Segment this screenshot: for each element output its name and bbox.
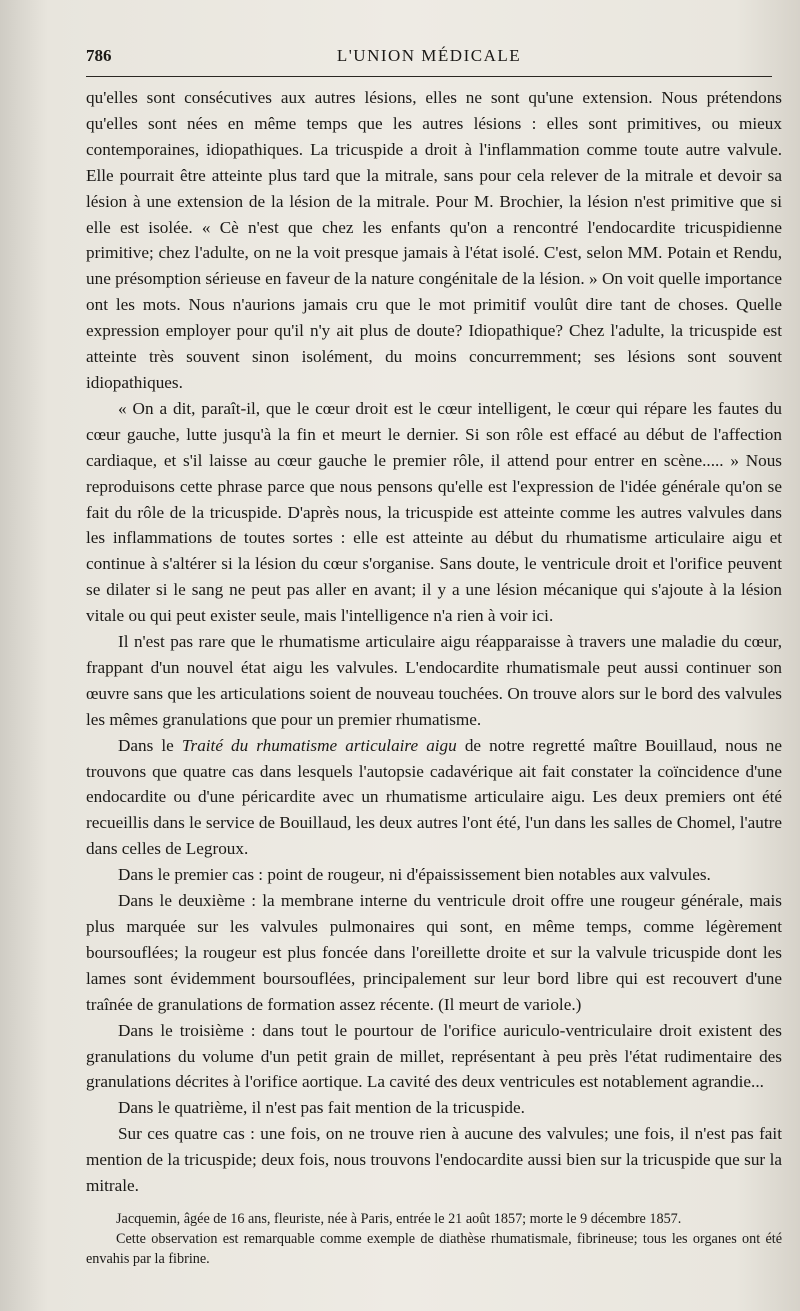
paragraph: Sur ces quatre cas : une fois, on ne trouve rien à aucune des valvules; une fois, il n'est pas fait mention de la tricuspide; deux fois, nous trouvons l'endocardite aussi bien sur la tricuspide que sur la mitrale. (86, 1124, 782, 1196)
paragraph: Dans le quatrième, il n'est pas fait mention de la tricuspide. (118, 1098, 525, 1118)
footnote: Jacquemin, âgée de 16 ans, fleuriste, née à Paris, entrée le 21 août 1857; morte le 9 décembre 1857. (116, 1210, 682, 1227)
paragraph: qu'elles sont consécutives aux autres lésions, elles ne sont qu'une extension. Nous prétendons qu'elles sont nées en même temps que les autres lésions : elles sont primitives, ou mieux contemporaines, idiopathiques. La tricuspide a droit à l'inflammation comme toute autre valvule. Elle pourrait être atteinte plus tard que la mitrale, sans pour cela relever de la mitrale et devoir sa lésion à une extension de la lésion de la mitrale. Pour M. Brochier, la lésion n'est primitive que si elle est isolée. « Cè n'est que chez les enfants qu'on a rencontré l'endocardite tricuspidienne primitive; chez l'adulte, on ne la voit presque jamais à l'état isolé. C'est, selon MM. Potain et Rendu, une présomption sérieuse en faveur de la nature congénitale de la lésion. » On voit quelle importance ont les mots. Nous n'aurions jamais cru que le mot primitif voulût dire tant de choses. Quelle expression employer pour qu'il n'y ait plus de doute? Idiopathique? Chez l'adulte, la tricuspide est atteinte très souvent sinon isolément, du moins concurremment; ses lésions sont souvent idiopathiques. (86, 88, 782, 392)
paragraph (86, 733, 782, 863)
running-title: L'UNION MÉDICALE (336, 46, 522, 65)
page-number: 786 (86, 46, 112, 65)
paragraph: Dans le deuxième : la membrane interne du ventricule droit offre une rougeur générale, mais plus marquée sur les valvules pulmonaires qui sont, en même temps, comme légèrement boursouflées; la rougeur est plus foncée dans l'oreillette droite et sur la valvule tricuspide dont les lames sont évidemment boursouflées, principalement sur leur bord libre qui est recouvert d'une traînée de granulations de formation assez récente. (Il meurt de variole.) (86, 891, 782, 1014)
page-header (86, 40, 772, 77)
paragraph-prefix: Dans le (118, 735, 182, 755)
footnote: Cette observation est remarquable comme exemple de diathèse rhumatismale, fibrineuse; tous les organes ont été envahis par la fibrine. (86, 1230, 782, 1267)
paragraph: « On a dit, paraît-il, que le cœur droit est le cœur intelligent, le cœur qui répare les fautes du cœur gauche, lutte jusqu'à la fin et meurt le dernier. Si son rôle est effacé au début de l'affection cardiaque, et s'il laisse au cœur gauche le premier rôle, il attend pour entrer en scène..... » Nous reproduisons cette phrase parce que nous pensons qu'elle est l'expression de l'idée générale qu'on se fait du rôle de la tricuspide. D'après nous, la tricuspide est atteinte comme les autres valvules dans les inflammations de toutes sortes : elle est atteinte au début du rhumatisme articulaire aigu et continue à s'altérer si la lésion du cœur s'organise. Sans doute, le ventricule droit et l'orifice peuvent se dilater si le sang ne peut pas aller en avant; il y a une lésion mécanique qui s'ajoute à la lésion vitale ou qui peut exister seule, mais l'intelligence n'a rien à voir ici. (86, 398, 782, 626)
paragraph: Dans le troisième : dans tout le pourtour de l'orifice auriculo-ventriculaire droit existent des granulations du volume d'un petit grain de millet, représentant à peu près l'état rudimentaire des granulations décrites à l'orifice aortique. La cavité des deux ventricules est notablement agrandie... (86, 1020, 782, 1092)
body-text (86, 85, 782, 1199)
paragraph: Il n'est pas rare que le rhumatisme articulaire aigu réapparaisse à travers une maladie du cœur, frappant d'un nouvel état aigu les valvules. L'endocardite rhumatismale peut aussi continuer son œuvre sans que les articulations soient de nouveau touchées. On trouve alors sur le bord des valvules les mêmes granulations que pour un premier rhumatisme. (86, 632, 782, 729)
paragraph: Dans le premier cas : point de rougeur, ni d'épaississement bien notables aux valvules. (118, 865, 711, 885)
footnotes (86, 1209, 782, 1269)
book-title: Traité du rhumatisme articulaire aigu (181, 735, 457, 755)
paragraph-rest: de notre regretté maître Bouillaud, nous ne trouvons que quatre cas dans lesquels l'autopsie cadavérique ait fait constater la coïncidence d'une endocardite ou d'une péricardite avec un rhumatisme articulaire aigu. Les deux premiers ont été recueillis dans le service de Bouillaud, les deux autres l'ont été, l'un dans les salles de Chomel, l'autre dans celles de Legroux. (86, 735, 782, 859)
